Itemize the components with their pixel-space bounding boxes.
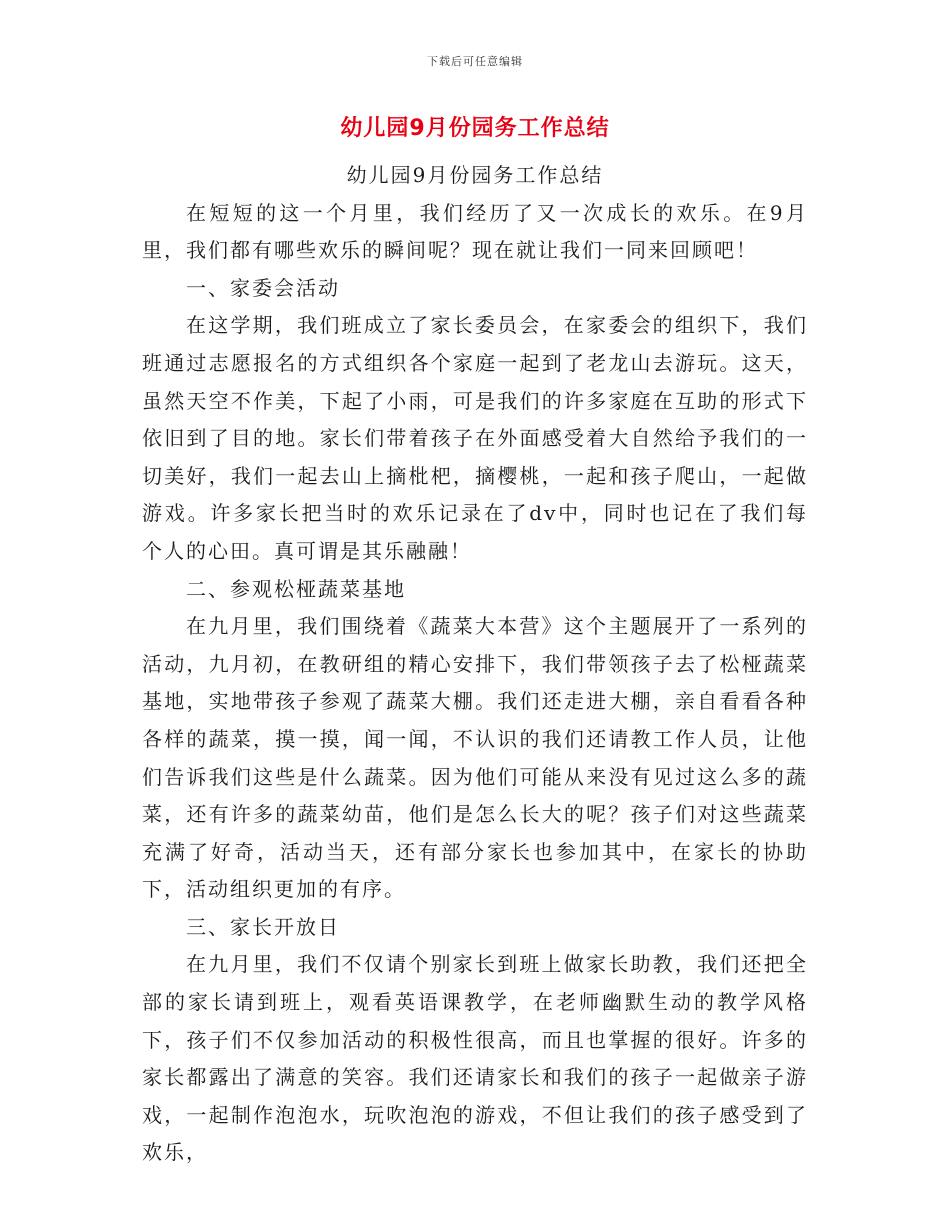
open-day-paragraph: 在九月里，我们不仅请个别家长到班上做家长助教，我们还把全部的家长请到班上，观看英语课教学，在老师幽默生动的教学风格下，孩子们不仅参加活动的积极性很高，而且也掌握的很好。许多的家长都露出了满意的笑容。我们还请家长和我们的孩子一起做亲子游戏，一起制作泡泡水，玩吹泡泡的游戏，不但让我们的孩子感受到了欢乐， <box>142 952 808 1165</box>
section-heading-vegetable-base: 二、参观松桠蔬菜基地 <box>186 576 406 601</box>
intro-paragraph: 在短短的这一个月里，我们经历了又一次成长的欢乐。在9月里，我们都有哪些欢乐的瞬间呢？现在就让我们一同来回顾吧！ <box>142 200 808 263</box>
family-committee-paragraph: 在这学期，我们班成立了家长委员会，在家委会的组织下，我们班通过志愿报名的方式组织各个家庭一起到了老龙山去游玩。这天，虽然天空不作美，下起了小雨，可是我们的许多家庭在互助的形式下依旧到了目的地。家长们带着孩子在外面感受着大自然给予我们的一切美好，我们一起去山上摘枇杷，摘樱桃，一起和孩子爬山，一起做游戏。许多家长把当时的欢乐记录在了dv中，同时也记在了我们每个人的心田。真可谓是其乐融融！ <box>142 313 808 563</box>
vegetable-base-paragraph: 在九月里，我们围绕着《蔬菜大本营》这个主题展开了一系列的活动，九月初，在教研组的精心安排下，我们带领孩子去了松桠蔬菜基地，实地带孩子参观了蔬菜大棚。我们还走进大棚，亲自看看各种各样的蔬菜，摸一摸，闻一闻，不认识的我们还请教工作人员，让他们告诉我们这些是什么蔬菜。因为他们可能从来没有见过这么多的蔬菜，还有许多的蔬菜幼苗，他们是怎么长大的呢？孩子们对这些蔬菜充满了好奇，活动当天，还有部分家长也参加其中，在家长的协助下，活动组织更加的有序。 <box>142 614 808 902</box>
section-heading-family-committee: 一、家委会活动 <box>186 275 340 300</box>
section-heading-open-day: 三、家长开放日 <box>186 914 340 939</box>
document-subtitle: 幼儿园9月份园务工作总结 <box>346 163 604 187</box>
header-note: 下载后可任意编辑 <box>427 55 523 68</box>
document-title: 幼儿园9月份园务工作总结 <box>340 116 610 141</box>
document-body <box>142 157 808 1172</box>
